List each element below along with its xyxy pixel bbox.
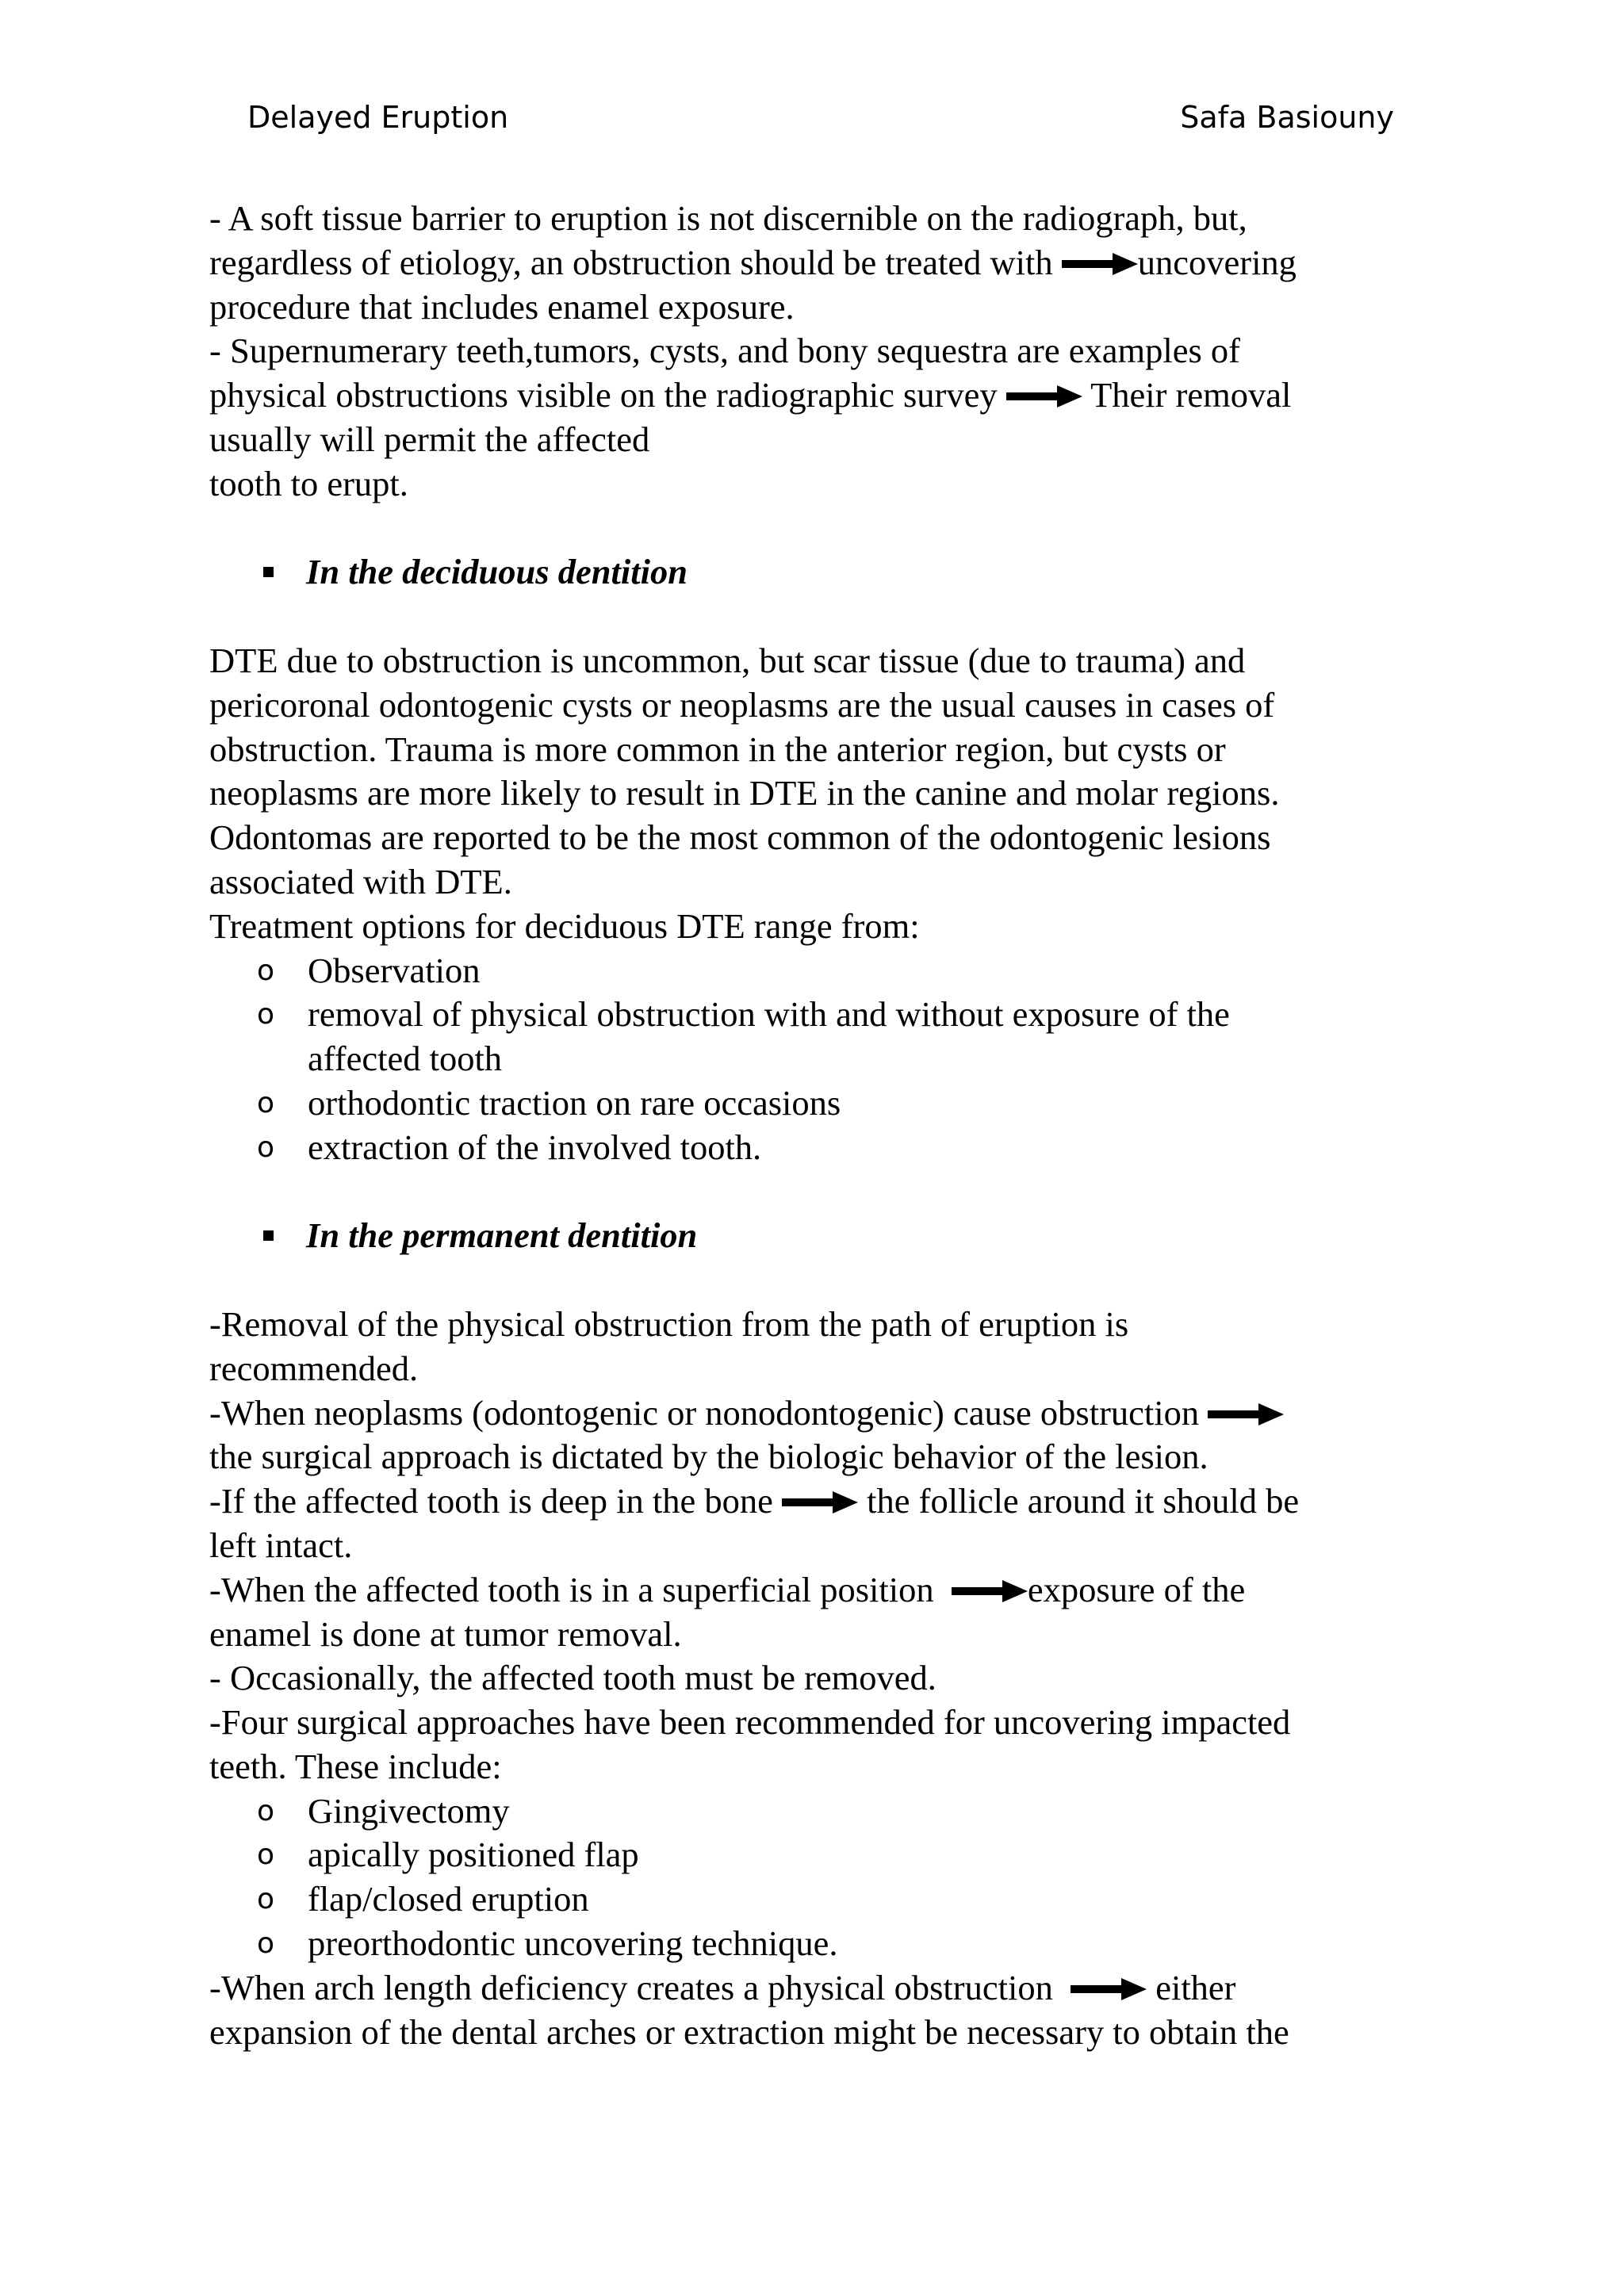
permanent-line-5-text: -If the affected tooth is deep in the bone [209, 1481, 773, 1521]
permanent-line-12 [209, 1966, 1399, 2011]
list-item [209, 1922, 1399, 1966]
list-item-continuation: affected tooth [308, 1039, 503, 1079]
document-body [209, 197, 1399, 2054]
circle-bullet-icon: o [257, 1839, 275, 1872]
deciduous-line-6: associated with DTE. [209, 861, 512, 901]
circle-bullet-icon: o [257, 1883, 275, 1916]
permanent-line-6: left intact. [209, 1525, 353, 1565]
right-arrow-icon [952, 1578, 1028, 1605]
permanent-line-3 [209, 1391, 1399, 1436]
deciduous-line-3: obstruction. Trauma is more common in the anterior region, but cysts or [209, 729, 1226, 769]
circle-bullet-icon: o [257, 1086, 275, 1119]
intro-line-2-tail: uncovering [1137, 242, 1297, 282]
permanent-line-7-text: -When the affected tooth is in a superficial position [209, 1569, 934, 1609]
list-item-text: apically positioned flap [308, 1835, 639, 1875]
right-arrow-icon [1208, 1401, 1284, 1428]
intro-line-6: usually will permit the affected [209, 419, 650, 459]
section-heading-permanent-text: In the permanent dentition [306, 1215, 698, 1256]
square-bullet-icon [263, 1230, 274, 1241]
deciduous-line-2: pericoronal odontogenic cysts or neoplasms are the usual causes in cases of [209, 684, 1275, 725]
list-item [209, 1789, 1399, 1834]
list-item [209, 949, 1399, 993]
list-item [209, 1126, 1399, 1170]
deciduous-line-5: Odontomas are reported to be the most common of the odontogenic lesions [209, 817, 1271, 858]
circle-bullet-icon: o [257, 1131, 275, 1164]
list-item [209, 1877, 1399, 1922]
right-arrow-icon [1071, 1976, 1147, 2003]
circle-bullet-icon: o [257, 998, 275, 1031]
circle-bullet-icon: o [257, 954, 275, 987]
permanent-line-12-tail: either [1147, 1967, 1236, 2007]
permanent-line-4: the surgical approach is dictated by the biologic behavior of the lesion. [209, 1437, 1208, 1477]
deciduous-line-1: DTE due to obstruction is uncommon, but scar tissue (due to trauma) and [209, 640, 1246, 680]
list-item-text: removal of physical obstruction with and without exposure of the [308, 994, 1230, 1035]
list-item-text: flap/closed eruption [308, 1879, 589, 1919]
circle-bullet-icon: o [257, 1794, 275, 1827]
right-arrow-icon [782, 1489, 858, 1516]
page-header [247, 98, 1394, 146]
permanent-line-3-text: -When neoplasms (odontogenic or nonodontogenic) cause obstruction [209, 1392, 1200, 1433]
intro-line-5-tail: Their removal [1082, 375, 1292, 415]
list-item-text: Gingivectomy [308, 1790, 510, 1831]
permanent-line-10: -Four surgical approaches have been recommended for uncovering impacted [209, 1702, 1291, 1743]
permanent-line-1: -Removal of the physical obstruction from the path of eruption is [209, 1303, 1129, 1344]
circle-bullet-icon: o [257, 1927, 275, 1961]
list-item-text: Observation [308, 950, 481, 990]
permanent-line-11: teeth. These include: [209, 1746, 502, 1786]
section-heading-deciduous [209, 550, 1399, 595]
intro-line-2-text: regardless of etiology, an obstruction should be treated with [209, 242, 1053, 282]
deciduous-line-7: Treatment options for deciduous DTE range from: [209, 905, 920, 946]
section-heading-deciduous-text: In the deciduous dentition [306, 552, 688, 592]
permanent-line-7-tail: exposure of the [1027, 1569, 1246, 1609]
right-arrow-icon [1062, 251, 1138, 277]
list-item [209, 1833, 1399, 1877]
header-author: Safa Basiouny [1180, 100, 1394, 135]
intro-line-5 [209, 373, 1399, 418]
intro-line-7: tooth to erupt. [209, 463, 408, 503]
square-bullet-icon [263, 567, 274, 577]
intro-line-4: - Supernumerary teeth,tumors, cysts, and bony sequestra are examples of [209, 331, 1240, 371]
permanent-line-13: expansion of the dental arches or extraction might be necessary to obtain the [209, 2011, 1289, 2052]
list-item-text: preorthodontic uncovering technique. [308, 1923, 838, 1964]
permanent-line-8: enamel is done at tumor removal. [209, 1613, 682, 1654]
intro-line-3: procedure that includes enamel exposure. [209, 286, 795, 327]
right-arrow-icon [1006, 383, 1082, 410]
section-heading-permanent [209, 1214, 1399, 1258]
header-title: Delayed Eruption [247, 100, 509, 135]
list-item-text: extraction of the involved tooth. [308, 1127, 762, 1167]
intro-line-1: - A soft tissue barrier to eruption is not discernible on the radiograph, but, [209, 198, 1247, 238]
deciduous-line-4: neoplasms are more likely to result in DTE in the canine and molar regions. [209, 773, 1280, 813]
permanent-line-5-tail: the follicle around it should be [858, 1481, 1300, 1521]
permanent-line-5 [209, 1479, 1399, 1524]
permanent-line-9: - Occasionally, the affected tooth must be removed. [209, 1658, 936, 1698]
list-item [209, 1081, 1399, 1126]
permanent-line-2: recommended. [209, 1348, 419, 1388]
permanent-line-12-text: -When arch length deficiency creates a physical obstruction [209, 1967, 1053, 2007]
permanent-line-7 [209, 1568, 1399, 1613]
list-item [209, 993, 1399, 1037]
list-item-text: orthodontic traction on rare occasions [308, 1082, 841, 1123]
intro-line-2 [209, 241, 1399, 285]
intro-line-5-text: physical obstructions visible on the radiographic survey [209, 375, 998, 415]
